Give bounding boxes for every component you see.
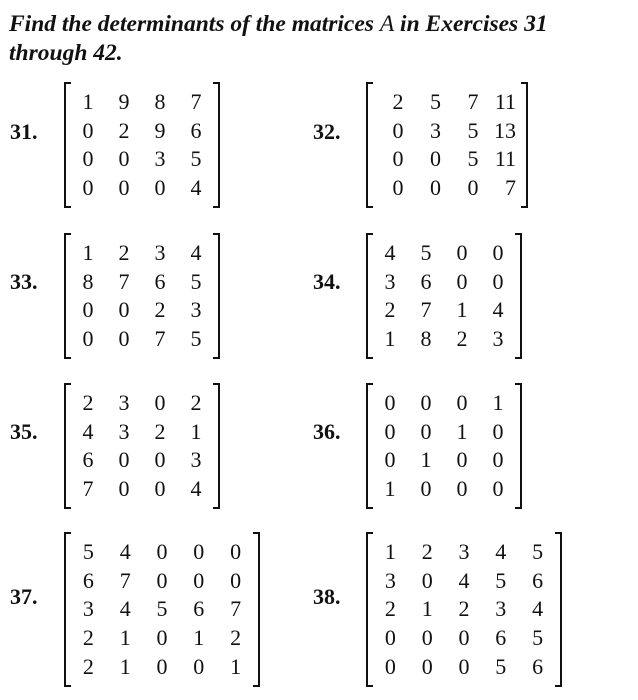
matrix-entry: 0 bbox=[118, 475, 130, 501]
matrix-entry: 0 bbox=[193, 653, 205, 679]
matrix-entry: 2 bbox=[82, 390, 94, 416]
matrix bbox=[64, 82, 220, 208]
matrix-entry: 4 bbox=[82, 418, 94, 444]
matrix bbox=[366, 532, 562, 687]
matrix-entry: 1 bbox=[82, 240, 94, 266]
matrix-entry: 2 bbox=[384, 297, 396, 323]
matrix-entry: 11 bbox=[494, 146, 516, 172]
matrix-entry: 1 bbox=[119, 653, 131, 679]
left-bracket bbox=[64, 82, 71, 208]
matrix-entry: 0 bbox=[421, 625, 433, 651]
matrix-entry: 0 bbox=[456, 240, 468, 266]
matrix-entry: 0 bbox=[458, 653, 470, 679]
matrix-entry: 0 bbox=[384, 653, 396, 679]
right-bracket bbox=[515, 233, 522, 359]
matrix-entry: 7 bbox=[119, 567, 131, 593]
matrix-entry: 0 bbox=[492, 268, 504, 294]
matrix-entry: 0 bbox=[420, 475, 432, 501]
matrix-entry: 6 bbox=[154, 268, 166, 294]
left-bracket bbox=[64, 383, 71, 509]
matrix-entry: 0 bbox=[458, 625, 470, 651]
matrix-entry: 2 bbox=[384, 596, 396, 622]
left-bracket bbox=[64, 532, 71, 687]
right-bracket bbox=[213, 233, 220, 359]
matrix-entry: 3 bbox=[154, 146, 166, 172]
matrix-entry: 0 bbox=[82, 117, 94, 143]
matrix-entry: 0 bbox=[156, 653, 168, 679]
right-bracket bbox=[515, 383, 522, 509]
matrix-entry: 3 bbox=[190, 447, 202, 473]
matrix-entry: 2 bbox=[392, 89, 404, 115]
matrix-entry: 6 bbox=[495, 625, 507, 651]
matrix bbox=[64, 383, 220, 509]
matrix-entry: 4 bbox=[495, 539, 507, 565]
matrix-entry: 1 bbox=[190, 418, 202, 444]
matrix-entry: 5 bbox=[82, 539, 94, 565]
left-bracket bbox=[366, 532, 373, 687]
matrix-entry: 2 bbox=[421, 539, 433, 565]
matrix-entry: 11 bbox=[494, 89, 516, 115]
matrix-entry: 1 bbox=[384, 475, 396, 501]
matrix-entry: 4 bbox=[384, 240, 396, 266]
matrix-entry: 7 bbox=[505, 174, 516, 200]
matrix-entry: 0 bbox=[154, 174, 166, 200]
right-bracket bbox=[213, 383, 220, 509]
matrix-entry: 0 bbox=[421, 653, 433, 679]
matrix-entry: 4 bbox=[492, 297, 504, 323]
matrix-entry: 1 bbox=[193, 625, 205, 651]
matrix-entry: 2 bbox=[118, 117, 130, 143]
matrix-entry: 4 bbox=[190, 240, 202, 266]
exercise-number: 33. bbox=[10, 269, 38, 294]
matrix-entry: 5 bbox=[467, 117, 479, 143]
matrix-entry: 4 bbox=[458, 567, 470, 593]
exercise-number: 35. bbox=[10, 419, 38, 444]
right-bracket bbox=[555, 532, 562, 687]
matrix-entry: 6 bbox=[82, 567, 94, 593]
matrix-entry: 0 bbox=[467, 174, 479, 200]
matrix-entry: 7 bbox=[82, 475, 94, 501]
matrix-entry: 0 bbox=[456, 268, 468, 294]
matrix-entry: 1 bbox=[421, 596, 433, 622]
matrix-entry: 1 bbox=[82, 89, 94, 115]
matrix-entry: 0 bbox=[492, 447, 504, 473]
matrix bbox=[64, 532, 260, 687]
matrix-entry: 7 bbox=[230, 596, 242, 622]
matrix-entry: 0 bbox=[118, 174, 130, 200]
matrix-entry: 0 bbox=[492, 418, 504, 444]
matrix-entry: 8 bbox=[82, 268, 94, 294]
matrix-entry: 0 bbox=[421, 567, 433, 593]
matrix-entry: 0 bbox=[392, 117, 404, 143]
matrix-entry: 2 bbox=[118, 240, 130, 266]
matrix-entry: 3 bbox=[495, 596, 507, 622]
matrix-entry: 0 bbox=[82, 297, 94, 323]
exercise-number: 37. bbox=[10, 584, 38, 609]
matrix-entry: 0 bbox=[492, 240, 504, 266]
matrix-entry: 5 bbox=[156, 596, 168, 622]
matrix-entry: 1 bbox=[384, 539, 396, 565]
matrix bbox=[366, 383, 522, 509]
matrix-entry: 0 bbox=[492, 475, 504, 501]
matrix-entry: 6 bbox=[190, 117, 202, 143]
right-bracket bbox=[521, 82, 528, 208]
matrix-entry: 9 bbox=[118, 89, 130, 115]
matrix-entry: 8 bbox=[154, 89, 166, 115]
matrix-entry: 8 bbox=[420, 325, 432, 351]
matrix-entry: 2 bbox=[230, 625, 242, 651]
matrix-symbol: A bbox=[379, 11, 395, 37]
instructions-text-start: Find the determinants of the matrices bbox=[9, 11, 380, 37]
matrix-entry: 6 bbox=[420, 268, 432, 294]
matrix-entry: 1 bbox=[119, 625, 131, 651]
matrix bbox=[366, 233, 522, 359]
matrix-entry: 5 bbox=[190, 325, 202, 351]
matrix-entry: 5 bbox=[430, 89, 441, 115]
exercise-number: 31. bbox=[10, 119, 38, 144]
exercise-number: 38. bbox=[313, 584, 341, 609]
right-bracket bbox=[213, 82, 220, 208]
matrix-entry: 3 bbox=[492, 325, 504, 351]
matrix-entry: 0 bbox=[392, 146, 404, 172]
exercise-number: 34. bbox=[313, 269, 341, 294]
matrix-entry: 0 bbox=[82, 325, 94, 351]
matrix-entry: 3 bbox=[190, 297, 202, 323]
matrix-entry: 5 bbox=[495, 653, 507, 679]
matrix-entry: 1 bbox=[384, 325, 396, 351]
left-bracket bbox=[366, 383, 373, 509]
matrix-entry: 0 bbox=[430, 174, 441, 200]
matrix-entry: 3 bbox=[118, 390, 130, 416]
matrix-entry: 0 bbox=[420, 390, 432, 416]
matrix-entry: 0 bbox=[456, 390, 468, 416]
matrix-entry: 5 bbox=[467, 146, 479, 172]
matrix-entry: 0 bbox=[118, 146, 130, 172]
matrix-entry: 0 bbox=[230, 539, 242, 565]
matrix-entry: 0 bbox=[82, 174, 94, 200]
matrix-entry: 7 bbox=[420, 297, 432, 323]
matrix-entry: 3 bbox=[458, 539, 470, 565]
matrix-entry: 0 bbox=[156, 539, 168, 565]
matrix-entry: 1 bbox=[456, 418, 468, 444]
matrix-entry: 0 bbox=[384, 418, 396, 444]
matrix-entry: 3 bbox=[118, 418, 130, 444]
matrix-entry: 7 bbox=[118, 268, 130, 294]
matrix-entry: 2 bbox=[456, 325, 468, 351]
matrix-entry: 0 bbox=[384, 625, 396, 651]
matrix-entry: 0 bbox=[193, 567, 205, 593]
matrix-entry: 0 bbox=[384, 390, 396, 416]
matrix-entry: 0 bbox=[154, 475, 166, 501]
matrix-entry: 3 bbox=[82, 596, 94, 622]
matrix-entry: 4 bbox=[190, 475, 202, 501]
matrix-entry: 3 bbox=[384, 268, 396, 294]
matrix-entry: 0 bbox=[193, 539, 205, 565]
matrix-entry: 2 bbox=[154, 418, 166, 444]
exercise-instructions bbox=[9, 10, 634, 68]
matrix-entry: 5 bbox=[532, 539, 544, 565]
matrix-entry: 5 bbox=[190, 146, 202, 172]
matrix-entry: 4 bbox=[119, 539, 131, 565]
exercise-number: 36. bbox=[313, 419, 341, 444]
matrix-entry: 3 bbox=[384, 567, 396, 593]
matrix-entry: 9 bbox=[154, 117, 166, 143]
matrix-entry: 6 bbox=[532, 653, 544, 679]
matrix-entry: 2 bbox=[190, 390, 202, 416]
left-bracket bbox=[366, 233, 373, 359]
matrix-entry: 3 bbox=[154, 240, 166, 266]
matrix-entry: 0 bbox=[118, 325, 130, 351]
matrix-entry: 2 bbox=[458, 596, 470, 622]
matrix-entry: 0 bbox=[118, 447, 130, 473]
matrix-entry: 6 bbox=[193, 596, 205, 622]
matrix-entry: 13 bbox=[494, 117, 516, 143]
matrix-entry: 4 bbox=[532, 596, 544, 622]
matrix-entry: 1 bbox=[456, 297, 468, 323]
matrix-entry: 0 bbox=[430, 146, 441, 172]
matrix-entry: 0 bbox=[384, 447, 396, 473]
matrix-entry: 0 bbox=[118, 297, 130, 323]
matrix-entry: 0 bbox=[420, 418, 432, 444]
matrix-entry: 4 bbox=[119, 596, 131, 622]
matrix-entry: 0 bbox=[154, 447, 166, 473]
matrix-entry: 4 bbox=[190, 174, 202, 200]
matrix-entry: 1 bbox=[492, 390, 504, 416]
left-bracket bbox=[64, 233, 71, 359]
matrix-entry: 0 bbox=[154, 390, 166, 416]
matrix-entry: 7 bbox=[467, 89, 479, 115]
matrix-entry: 5 bbox=[420, 240, 432, 266]
matrix-entry: 7 bbox=[190, 89, 202, 115]
matrix-entry: 5 bbox=[495, 567, 507, 593]
matrix-entry: 0 bbox=[156, 567, 168, 593]
matrix-entry: 7 bbox=[154, 325, 166, 351]
matrix-entry: 5 bbox=[532, 625, 544, 651]
matrix bbox=[366, 82, 528, 208]
matrix bbox=[64, 233, 220, 359]
matrix-entry: 3 bbox=[430, 117, 441, 143]
matrix-entry: 6 bbox=[532, 567, 544, 593]
matrix-entry: 1 bbox=[420, 447, 432, 473]
matrix-entry: 0 bbox=[456, 475, 468, 501]
instructions-text-line2: through 42. bbox=[9, 40, 123, 66]
left-bracket bbox=[366, 82, 373, 208]
matrix-entry: 1 bbox=[230, 653, 242, 679]
matrix-entry: 2 bbox=[82, 625, 94, 651]
instructions-text-end: in Exercises 31 bbox=[394, 11, 548, 37]
matrix-entry: 0 bbox=[230, 567, 242, 593]
matrix-entry: 2 bbox=[82, 653, 94, 679]
matrix-entry: 0 bbox=[82, 146, 94, 172]
matrix-entry: 5 bbox=[190, 268, 202, 294]
matrix-entry: 0 bbox=[156, 625, 168, 651]
exercise-number: 32. bbox=[313, 119, 341, 144]
matrix-entry: 6 bbox=[82, 447, 94, 473]
matrix-entry: 2 bbox=[154, 297, 166, 323]
matrix-entry: 0 bbox=[456, 447, 468, 473]
right-bracket bbox=[253, 532, 260, 687]
matrix-entry: 0 bbox=[392, 174, 404, 200]
